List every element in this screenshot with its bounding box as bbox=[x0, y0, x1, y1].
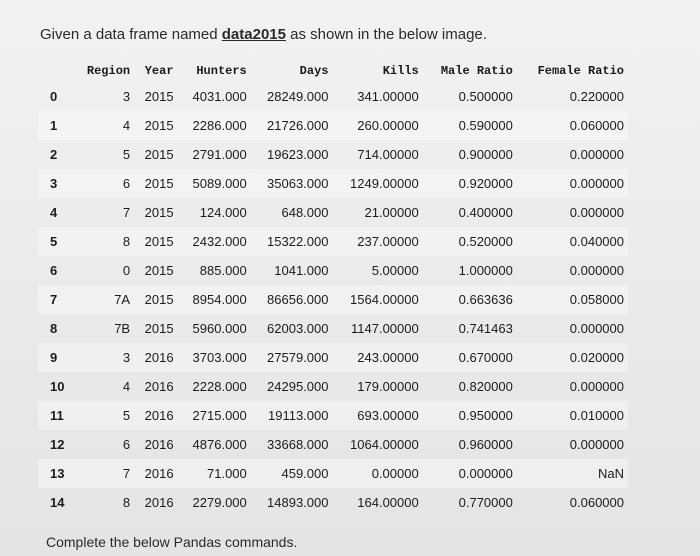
table-cell: 0.520000 bbox=[423, 227, 517, 256]
table-cell: 2286.000 bbox=[178, 111, 251, 140]
table-cell: 8954.000 bbox=[178, 285, 251, 314]
table-cell: 714.00000 bbox=[357, 147, 419, 162]
table-cell: 5089.000 bbox=[178, 169, 251, 198]
table-cell: 1064.00000 bbox=[350, 437, 419, 452]
table-cell: 0.820000 bbox=[458, 379, 513, 394]
table-cell: 8 bbox=[122, 495, 131, 510]
table-cell: 0.950000 bbox=[423, 401, 517, 430]
table-cell: 7A bbox=[74, 285, 134, 314]
table-cell: 2279.000 bbox=[192, 495, 247, 510]
table-cell: 124.000 bbox=[199, 205, 247, 220]
table-cell: 0.000000 bbox=[423, 459, 517, 488]
row-index: 2 bbox=[50, 147, 58, 162]
table-cell: 2015 bbox=[144, 205, 174, 220]
table-cell: 0.010000 bbox=[517, 401, 628, 430]
table-cell: 21.00000 bbox=[364, 205, 419, 220]
table-cell: 648.000 bbox=[281, 205, 329, 220]
column-header: Year bbox=[144, 64, 174, 78]
table-cell: 693.00000 bbox=[332, 401, 422, 430]
table-cell: 0.741463 bbox=[458, 321, 513, 336]
table-cell: 0.670000 bbox=[423, 343, 517, 372]
table-cell: 0.663636 bbox=[423, 285, 517, 314]
row-index: 9 bbox=[38, 343, 74, 372]
table-row bbox=[38, 169, 628, 198]
table-cell: 1564.00000 bbox=[332, 285, 422, 314]
table-row bbox=[38, 198, 628, 227]
table-cell: 0.400000 bbox=[458, 205, 513, 220]
table-cell: 0 bbox=[122, 263, 131, 278]
table-cell: 2228.000 bbox=[192, 379, 247, 394]
table-cell: 5 bbox=[122, 147, 131, 162]
column-header: Female Ratio bbox=[537, 64, 624, 78]
table-cell: 28249.000 bbox=[267, 89, 329, 104]
table-cell: 243.00000 bbox=[332, 343, 422, 372]
table-cell: 179.00000 bbox=[357, 379, 419, 394]
table-cell: 2015 bbox=[144, 89, 174, 104]
intro-suffix: as shown in the below image. bbox=[285, 26, 487, 43]
table-cell: 5 bbox=[74, 401, 134, 430]
table-cell: 2432.000 bbox=[178, 227, 251, 256]
row-index: 5 bbox=[38, 227, 74, 256]
row-index: 14 bbox=[50, 495, 65, 510]
table-cell: 0.058000 bbox=[517, 285, 628, 314]
table-cell: 35063.000 bbox=[251, 169, 333, 198]
table-row bbox=[38, 430, 628, 459]
table-cell: 164.00000 bbox=[357, 495, 419, 510]
table-row bbox=[38, 256, 628, 285]
column-header: Male Ratio bbox=[440, 64, 513, 78]
table-cell: 14893.000 bbox=[267, 495, 329, 510]
table-cell: 2016 bbox=[134, 343, 177, 372]
table-cell: 3 bbox=[74, 343, 134, 372]
row-index: 0 bbox=[50, 89, 58, 104]
column-header: Days bbox=[299, 64, 329, 78]
table-cell: 2015 bbox=[134, 227, 177, 256]
table-cell: 6 bbox=[74, 169, 134, 198]
table-cell: 0.000000 bbox=[569, 147, 624, 162]
table-cell: 2016 bbox=[134, 401, 177, 430]
table-cell: 2015 bbox=[134, 285, 177, 314]
table-cell: 19113.000 bbox=[251, 401, 333, 430]
table-cell: 885.000 bbox=[199, 263, 247, 278]
table-cell: 0.000000 bbox=[569, 437, 624, 452]
table-cell: 7 bbox=[74, 459, 134, 488]
table-cell: 21726.000 bbox=[251, 111, 333, 140]
dataframe-table bbox=[38, 60, 628, 517]
table-row bbox=[38, 343, 628, 372]
row-index: 1 bbox=[38, 111, 74, 140]
outro-text: Complete the below Pandas commands. bbox=[46, 534, 298, 550]
intro-text bbox=[40, 26, 487, 43]
table-row bbox=[38, 488, 628, 517]
table-cell: 2015 bbox=[134, 169, 177, 198]
table-cell: 19623.000 bbox=[267, 147, 329, 162]
table-cell: 0.000000 bbox=[569, 321, 624, 336]
table-cell: 0.000000 bbox=[517, 169, 628, 198]
table-cell: 0.020000 bbox=[517, 343, 628, 372]
table-cell: 341.00000 bbox=[357, 89, 419, 104]
table-cell: 71.000 bbox=[178, 459, 251, 488]
row-index: 13 bbox=[38, 459, 74, 488]
table-cell: 5.00000 bbox=[371, 263, 419, 278]
index-header bbox=[38, 60, 74, 82]
table-cell: 0.000000 bbox=[569, 205, 624, 220]
table-row bbox=[38, 459, 628, 488]
column-header: Kills bbox=[382, 64, 419, 78]
row-index: 6 bbox=[50, 263, 58, 278]
table-cell: 0.960000 bbox=[458, 437, 513, 452]
table-cell: 0.060000 bbox=[569, 495, 624, 510]
table-cell: 0.060000 bbox=[517, 111, 628, 140]
header-row bbox=[38, 60, 628, 82]
table-cell: 0.00000 bbox=[332, 459, 422, 488]
table-cell: 3 bbox=[122, 89, 131, 104]
table-cell: 24295.000 bbox=[267, 379, 329, 394]
table-cell: 6 bbox=[122, 437, 131, 452]
table-cell: 5960.000 bbox=[192, 321, 247, 336]
table-cell: 27579.000 bbox=[251, 343, 333, 372]
table-cell: 8 bbox=[74, 227, 134, 256]
table-cell: 2791.000 bbox=[192, 147, 247, 162]
column-header: Region bbox=[86, 64, 131, 78]
table-cell: 2015 bbox=[144, 263, 174, 278]
table-body bbox=[38, 82, 628, 517]
table-cell: 0.040000 bbox=[517, 227, 628, 256]
row-index: 11 bbox=[38, 401, 74, 430]
table-cell: 2016 bbox=[144, 495, 174, 510]
table-cell: 7 bbox=[122, 205, 131, 220]
intro-prefix: Given a data frame named bbox=[40, 26, 222, 43]
table-row bbox=[38, 82, 628, 111]
table-cell: 2016 bbox=[144, 379, 174, 394]
row-index: 7 bbox=[38, 285, 74, 314]
table-row bbox=[38, 314, 628, 343]
row-index: 10 bbox=[50, 379, 65, 394]
table-cell: 3703.000 bbox=[178, 343, 251, 372]
row-index: 3 bbox=[38, 169, 74, 198]
row-index: 8 bbox=[50, 321, 58, 336]
table-cell: 260.00000 bbox=[332, 111, 422, 140]
table-cell: 0.220000 bbox=[569, 89, 624, 104]
table-cell: 2016 bbox=[144, 437, 174, 452]
table-cell: 4031.000 bbox=[192, 89, 247, 104]
table-row bbox=[38, 111, 628, 140]
table-cell: 4876.000 bbox=[192, 437, 247, 452]
row-index: 12 bbox=[50, 437, 65, 452]
table-cell: 0.900000 bbox=[458, 147, 513, 162]
table-cell: 1041.000 bbox=[274, 263, 329, 278]
table-cell: 459.000 bbox=[251, 459, 333, 488]
table-cell: 0.000000 bbox=[569, 379, 624, 394]
table-cell: NaN bbox=[517, 459, 628, 488]
table-cell: 7B bbox=[114, 321, 131, 336]
table-cell: 1.000000 bbox=[458, 263, 513, 278]
row-index: 4 bbox=[50, 205, 58, 220]
table-cell: 2016 bbox=[134, 459, 177, 488]
table-cell: 33668.000 bbox=[267, 437, 329, 452]
table-cell: 15322.000 bbox=[251, 227, 333, 256]
table-cell: 0.590000 bbox=[423, 111, 517, 140]
column-header: Hunters bbox=[196, 64, 247, 78]
table-row bbox=[38, 140, 628, 169]
table-cell: 2015 bbox=[144, 321, 174, 336]
table-row bbox=[38, 401, 628, 430]
table-cell: 86656.000 bbox=[251, 285, 333, 314]
table-cell: 0.920000 bbox=[423, 169, 517, 198]
table-cell: 237.00000 bbox=[332, 227, 422, 256]
table-cell: 1249.00000 bbox=[332, 169, 422, 198]
table-cell: 4 bbox=[74, 111, 134, 140]
table-row bbox=[38, 372, 628, 401]
table-cell: 62003.000 bbox=[267, 321, 329, 336]
table-cell: 2015 bbox=[144, 147, 174, 162]
table-cell: 0.500000 bbox=[458, 89, 513, 104]
table-cell: 2015 bbox=[134, 111, 177, 140]
table-row bbox=[38, 285, 628, 314]
table-row bbox=[38, 227, 628, 256]
table-cell: 4 bbox=[122, 379, 131, 394]
table-cell: 0.000000 bbox=[569, 263, 624, 278]
table-cell: 0.770000 bbox=[458, 495, 513, 510]
table-cell: 2715.000 bbox=[178, 401, 251, 430]
dataframe-name: data2015 bbox=[221, 26, 286, 43]
table-cell: 1147.00000 bbox=[351, 321, 419, 336]
